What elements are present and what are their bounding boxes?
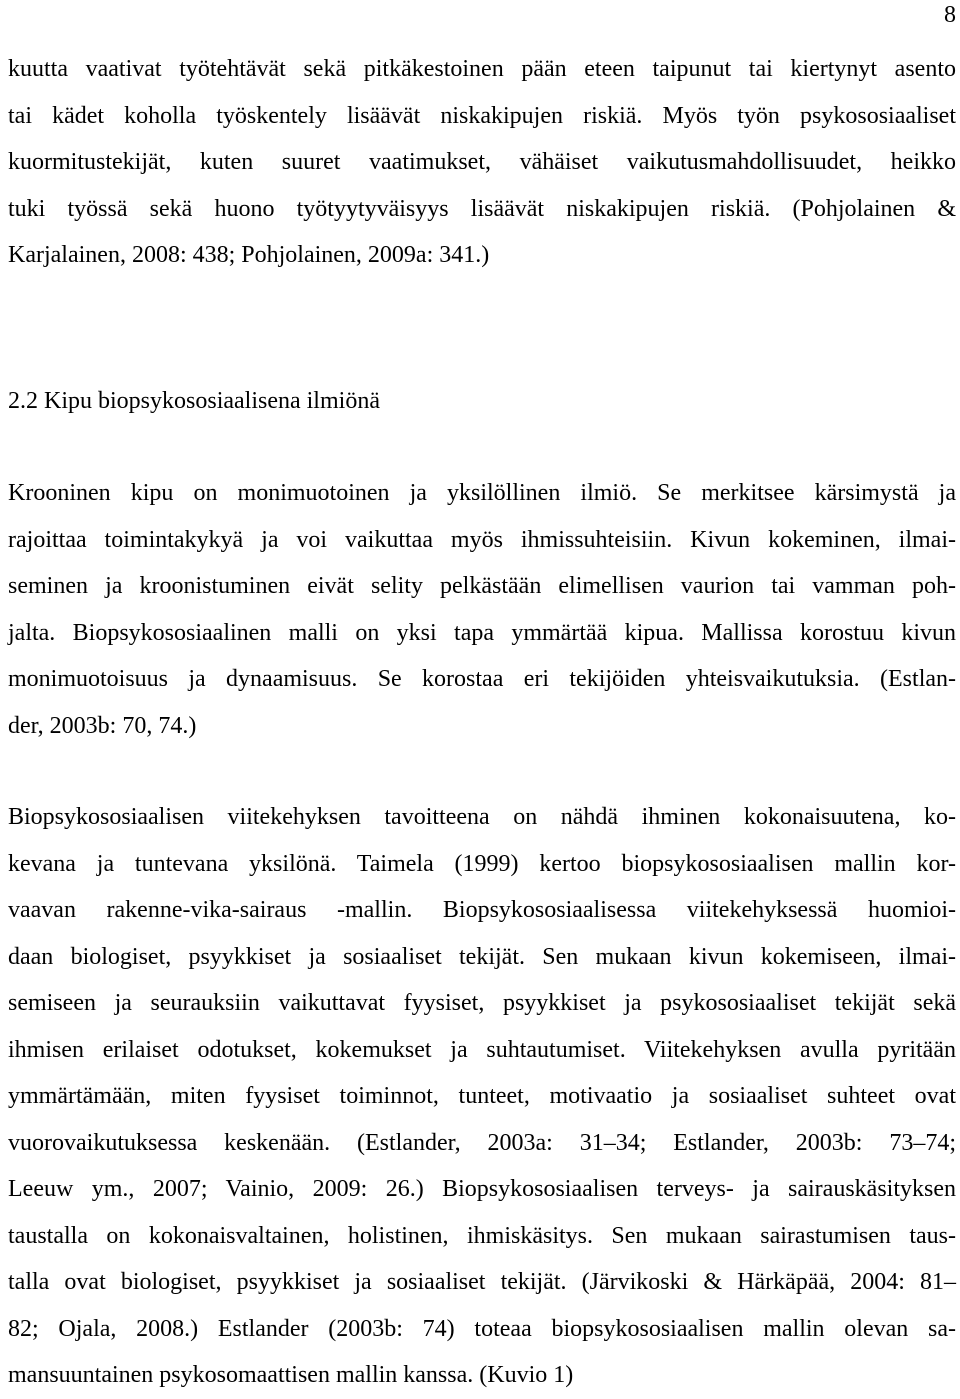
text-line: monimuotoisuus ja dynaamisuus. Se korostaa eri tekijöiden yhteisvaikutuksia. (Estlan-	[8, 666, 956, 692]
text-line: vaavan rakenne-vika-sairaus -mallin. Biopsykososiaalisessa viitekehyksessä huomioi-	[8, 897, 956, 923]
text-line: mansuuntainen psykosomaattisen mallin kanssa. (Kuvio 1)	[8, 1362, 574, 1388]
text-line: rajoittaa toimintakykyä ja voi vaikuttaa myös ihmissuhteisiin. Kivun kokeminen, ilmai-	[8, 526, 956, 553]
text-line: semiseen ja seurauksiin vaikuttavat fyysiset, psyykkiset ja psykososiaaliset tekijät sekä	[8, 990, 956, 1016]
paragraph-biopsychosocial-framework	[8, 794, 956, 1399]
text-line: jalta. Biopsykososiaalinen malli on yksi tapa ymmärtää kipua. Mallissa korostuu kivun	[8, 619, 956, 646]
text-line: ihmisen erilaiset odotukset, kokemukset ja suhtautumiset. Viitekehyksen avulla pyritään	[8, 1036, 956, 1063]
text-line: ymmärtämään, miten fyysiset toiminnot, tunteet, motivaatio ja sosiaaliset suhteet ovat	[8, 1083, 956, 1109]
page-number: 8	[944, 2, 956, 28]
text-line: der, 2003b: 70, 74.)	[8, 712, 197, 739]
text-line: daan biologiset, psyykkiset ja sosiaaliset tekijät. Sen mukaan kivun kokemiseen, ilmai-	[8, 943, 956, 970]
text-line: Krooninen kipu on monimuotoinen ja yksilöllinen ilmiö. Se merkitsee kärsimystä ja	[8, 480, 956, 506]
text-line: talla ovat biologiset, psyykkiset ja sosiaaliset tekijät. (Järvikoski & Härkäpää, 2004: 81–	[8, 1269, 956, 1295]
text-line: Karjalainen, 2008: 438; Pohjolainen, 2009a: 341.)	[8, 242, 490, 268]
text-line: Leeuw ym., 2007; Vainio, 2009: 26.) Biopsykososiaalisen terveys- ja sairauskäsityksen	[8, 1176, 956, 1202]
paragraph-chronic-pain	[8, 470, 956, 749]
text-line: seminen ja kroonistuminen eivät selity pelkästään elimellisen vaurion tai vamman poh-	[8, 573, 956, 599]
text-line: kuormitustekijät, kuten suuret vaatimukset, vähäiset vaikutusmahdollisuudet, heikko	[8, 149, 956, 175]
section-heading: 2.2 Kipu biopsykososiaalisena ilmiönä	[8, 388, 380, 414]
text-line: kuutta vaativat työtehtävät sekä pitkäkestoinen pään eteen taipunut tai kiertynyt asento	[8, 56, 956, 82]
paragraph-neck-pain-risk-factors	[8, 46, 956, 279]
text-line: kevana ja tuntevana yksilönä. Taimela (1999) kertoo biopsykososiaalisen mallin kor-	[8, 850, 956, 877]
text-line: tai kädet koholla työskentely lisäävät niskakipujen riskiä. Myös työn psykososiaaliset	[8, 102, 956, 129]
text-line: 82; Ojala, 2008.) Estlander (2003b: 74) toteaa biopsykososiaalisen mallin olevan sa-	[8, 1315, 956, 1342]
text-line: tuki työssä sekä huono työtyytyväisyys lisäävät niskakipujen riskiä. (Pohjolainen &	[8, 195, 956, 222]
text-line: taustalla on kokonaisvaltainen, holistinen, ihmiskäsitys. Sen mukaan sairastumisen taus-	[8, 1222, 956, 1249]
text-line: Biopsykososiaalisen viitekehyksen tavoitteena on nähdä ihminen kokonaisuutena, ko-	[8, 804, 956, 830]
text-line: vuorovaikutuksessa keskenään. (Estlander, 2003a: 31–34; Estlander, 2003b: 73–74;	[8, 1129, 956, 1156]
